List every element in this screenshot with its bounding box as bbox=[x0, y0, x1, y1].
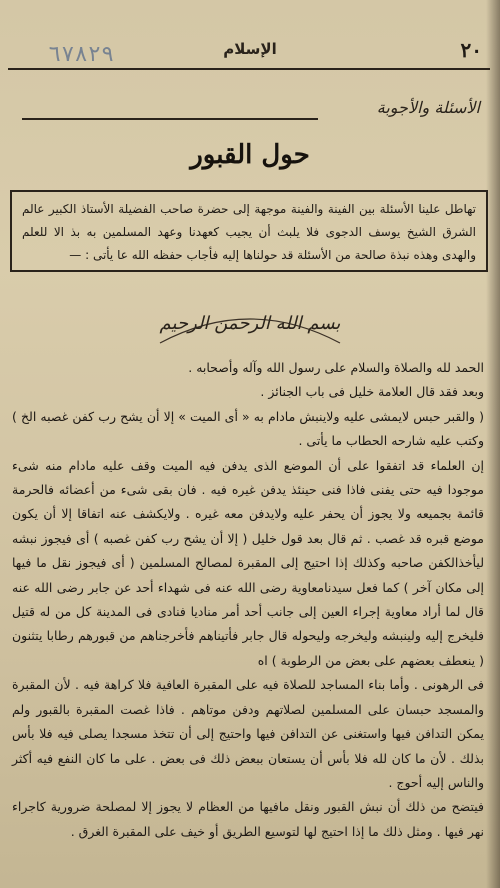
paragraph: إن العلماء قد اتفقوا على أن الموضع الذى يدفن فيه الميت وقف عليه مادام منه شىء موجودا فيه حتى يفنى فاذا فنى حينئذ يدفن غيره فيه . فان بقى شىء من أعضائه فالحرمة قائمة بجميعه ولا يجوز أن يحفر عليه ولايدفن معه غيره . ولايكشف عنه اتفاقا إلا أن يكون موضع قبره قد غصب . ثم قال بعد قول خليل ( إلا أن يشح رب كفن غصبه ) أى فيجوز نبشه ليأخذالكفن صاحبه وكذلك إذا احتيج إلى المقبرة لمصالح المسلمين ( أى فيجوز نقل ما فيها إلى مكان آخر ) كما فعل سيدنامعاوية رضى الله عنه فى شهداء أحد عن جابر رضى الله عنه قال لما أراد معاوية إجراء العين إلى جانب أحد أمر مناديا فنادى فى المدينة كل من له قتيل فليخرج إليه ولينبشه وليخرجه وليحوله قال جابر فأتيناهم فأخرجناهم من قبورهم رطابا يتثنون ( ينعطف بعضهم على بعض من الرطوبة ) اه bbox=[12, 457, 484, 668]
page-header bbox=[8, 36, 492, 66]
section-label: الأسئلة والأجوبة bbox=[376, 98, 480, 117]
basmala-ornament bbox=[150, 305, 350, 349]
paragraph: فيتضح من ذلك أن نبش القبور ونقل مافيها من العظام لا يجوز إلا لمصلحة ضرورية كاجراء نهر فيها . ومثل ذلك ما إذا احتيج لها لتوسيع الطريق أو خيف على المقبرة الغرق . bbox=[12, 799, 484, 839]
page-edge-shadow bbox=[486, 0, 500, 888]
intro-text: تهاطل علينا الأسئلة بين الفينة والفينة موجهة إلى حضرة صاحب الفضيلة الأستاذ الكبير عالم الشرق الشيخ يوسف الدجوى فلا يلبث أن يجيب كعهدنا وعهد المسلمين به بذ الا للعلم والهدى وهذه نبذة صالحة من الأسئلة قد حولناها إليه فأجاب حفظه الله عا يأتى : — bbox=[22, 202, 476, 262]
running-head: الإسلام bbox=[223, 40, 277, 58]
section-label-rule bbox=[22, 118, 318, 120]
ink-stamp-number: ٦٧٨٢٩ bbox=[48, 42, 115, 67]
page-number: ٢٠ bbox=[460, 38, 482, 62]
paragraph: الحمد لله والصلاة والسلام على رسول الله وآله وأصحابه . bbox=[188, 360, 484, 375]
paragraph: فى الرهونى . وأما بناء المساجد للصلاة فيه على المقبرة العافية فلا كراهة فيه . لأن المقبرة والمسجد حبسان على المسلمين لصلاتهم ودفن موتاهم . فاذا غصت المقبرة بالقبور ولم يمكن التدافن فيها واستغنى عن التدافن فيها واحتيج إلى أن تتخذ مسجدا يصلى فيه فلا بأس بذلك . لأن ما كان لله فلا بأس أن يستعان ببعض ذلك فى بعض . على ما كان النفع فيه أكثر والناس إليه أحوج . bbox=[12, 677, 484, 790]
basmala-text: بسم الله الرحمن الرحيم bbox=[159, 313, 341, 334]
article-title: حول القبور bbox=[190, 140, 310, 170]
paragraph: ( والقبر حبس لايمشى عليه ولاينبش مادام به « أى الميت » إلا أن يشح رب كفن غصبه الخ ) وكتب عليه شارحه الحطاب ما يأتى . bbox=[12, 408, 484, 449]
header-rule bbox=[8, 68, 490, 70]
intro-box bbox=[10, 190, 488, 272]
paragraph: وبعد فقد قال العلامة خليل فى باب الجنائز . bbox=[260, 384, 484, 400]
article-body bbox=[12, 356, 484, 844]
